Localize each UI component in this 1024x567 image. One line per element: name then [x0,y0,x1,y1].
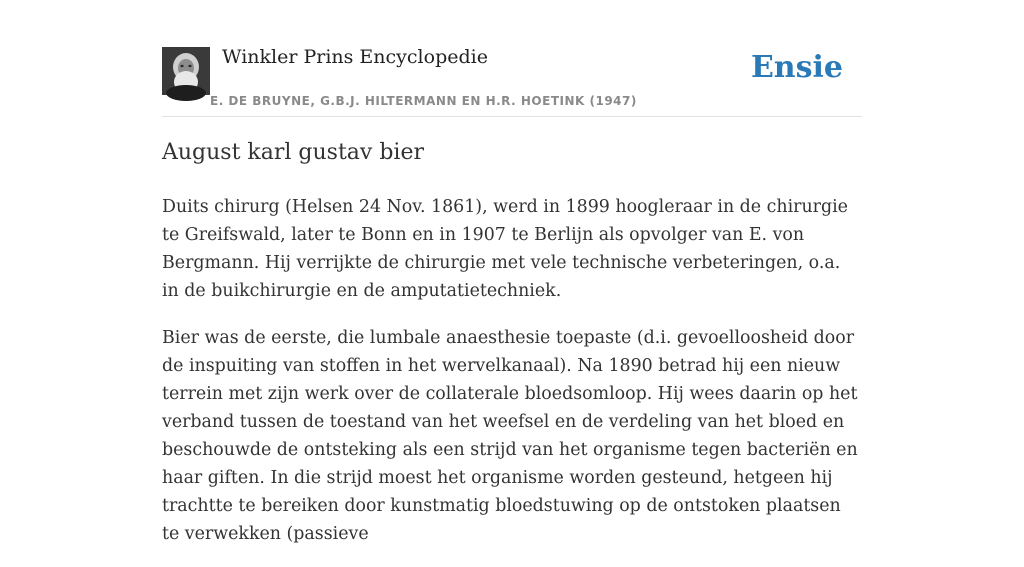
source-title[interactable]: Winkler Prins Encyclopedie [222,46,488,68]
brand-logo[interactable]: Ensie [750,50,843,85]
entry-title: August karl gustav bier [162,140,425,165]
portrait-avatar[interactable] [162,47,210,95]
paragraph: Duits chirurg (Helsen 24 Nov. 1861), werd in 1899 hoogleraar in de chirurgie te Greifswald, later te Bonn en in 1907 te Berlijn als opvolger van E. von Bergmann. Hij verrijkte de chirurgie met vele technische verbeteringen, o.a. in de buikchirurgie en de amputatietechniek. [162,197,848,301]
source-header [162,0,862,117]
article-page [162,0,862,544]
portrait-icon [162,47,210,95]
authors-line: E. DE BRUYNE, G.B.J. HILTERMANN EN H.R. HOETINK (1947) [210,94,637,108]
article-body [162,193,862,567]
paragraph: Bier was de eerste, die lumbale anaesthesie toepaste (d.i. gevoelloosheid door de inspuiting van stoffen in het wervelkanaal). Na 1890 betrad hij een nieuw terrein met zijn werk over de collaterale bloedsomloop. Hij wees daarin op het verband tussen de toestand van het weefsel en de verdeling van het bloed en beschouwde de ontsteking als een strijd van het organisme tegen bacteriën en haar giften. In die strijd moest het organisme worden gesteund, hetgeen hij trachtte te bereiken door kunstmatig bloedstuwing op de ontstoken plaatsen te verwekken (passieve [162,328,858,544]
